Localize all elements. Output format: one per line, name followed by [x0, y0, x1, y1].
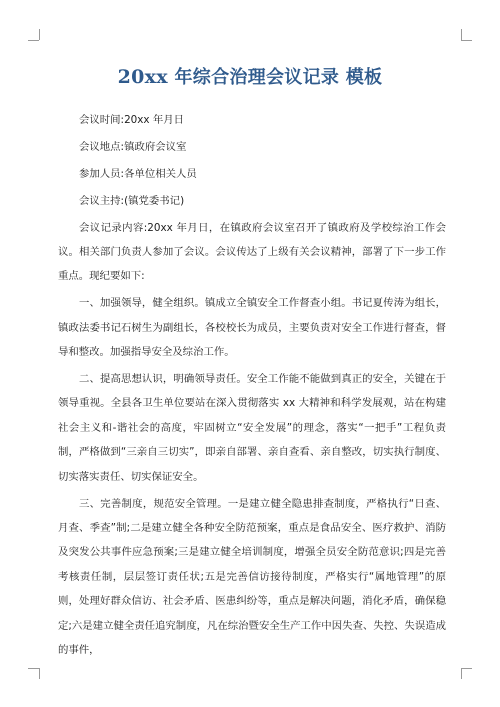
- meeting-attendees: 参加人员:各单位相关人员: [79, 167, 197, 180]
- paragraph-intro: 会议记录内容:20xx 年月日，在镇政府会议室召开了镇政府及学校综治工作会议。相关部门负责人参加了会议。会议传达了上级有关会议精神，部署了下一步工作重点。现纪要如下:: [58, 221, 446, 283]
- paragraph-section-1: 一、加强领导，健全组织。镇成立全镇安全工作督查小组。书记夏传涛为组长，镇政法委书记石树生为副组长，各校校长为成员，主要负责对安全工作进行督查，督导和整改。加强指导安全及综治工作。: [58, 297, 446, 359]
- document-body: [58, 108, 446, 665]
- meeting-place: 会议地点:镇政府会议室: [79, 140, 187, 153]
- crop-mark-bottom-right-h: [461, 668, 472, 669]
- crop-mark-bottom-left-h: [28, 668, 39, 669]
- meeting-host: 会议主持:(镇党委书记): [79, 194, 185, 207]
- paragraph-section-2: 二、提高思想认识，明确领导责任。安全工作能不能做到真正的安全，关键在于领导重视。全县各卫生单位要站在深入贯彻落实 xx 大精神和科学发展观，站在构建社会主义和-谐社会的高度，牢固树立“安全发展”的理念，落实“一把手”工程负责制，严格做到“三亲自三切实”，即亲自部署、亲自查看、亲自整改，切实执行制度、切实落实责任、切实保证安全。: [58, 373, 446, 483]
- crop-mark-top-right-v: [461, 29, 462, 40]
- crop-mark-top-right-h: [461, 40, 472, 41]
- crop-mark-bottom-left-v: [39, 668, 40, 679]
- paragraph-section-3: 三、完善制度，规范安全管理。一是建立健全隐患排查制度，严格执行“日查、月查、季查”制;二是建立健全各种安全防范预案，重点是食品安全、医疗救护、消防及突发公共事件应急预案;三是建立健全培训制度，增强全员安全防范意识;四是完善考核责任制，层层签订责任状;五是完善信访接待制度，严格实行“属地管理”的原则，处理好群众信访、社会矛盾、医患纠纷等，重点是解决问题，消化矛盾，确保稳定;六是建立健全责任追究制度，凡在综治暨安全生产工作中因失查、失控、失误造成的事件，: [58, 497, 446, 657]
- crop-mark-top-left-v: [39, 29, 40, 40]
- crop-mark-bottom-right-v: [461, 668, 462, 679]
- page-title: [0, 63, 500, 89]
- crop-mark-top-left-h: [28, 40, 39, 41]
- meeting-time: 会议时间:20xx 年月日: [79, 114, 185, 126]
- title-year: 20xx: [117, 66, 168, 88]
- title-text: 年综合治理会议记录 模板: [167, 67, 383, 88]
